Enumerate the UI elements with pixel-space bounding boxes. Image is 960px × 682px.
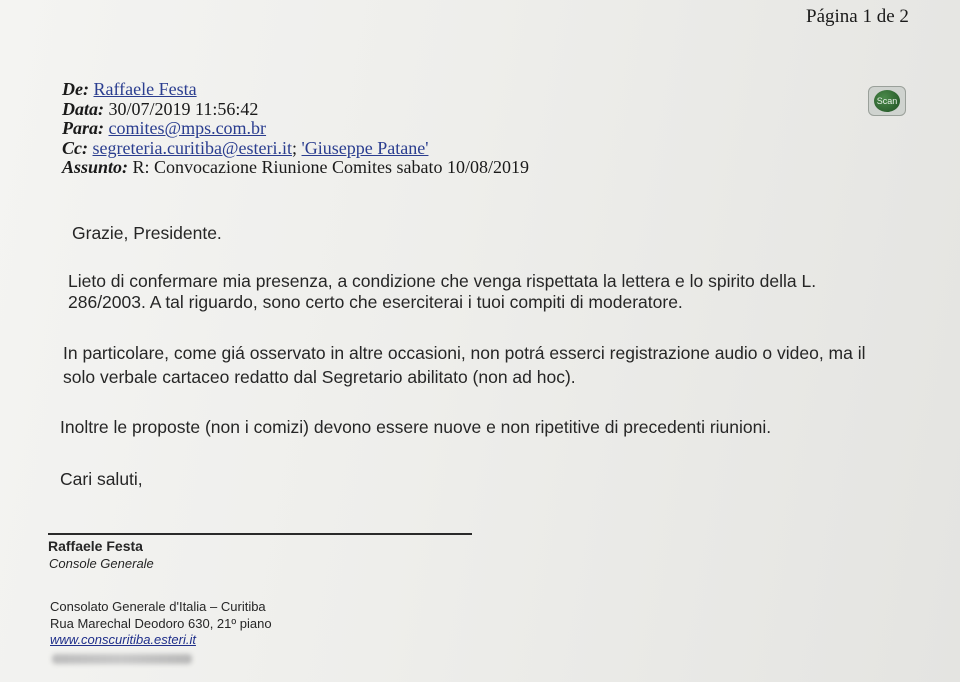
paragraph-2-line-2: solo verbale cartaceo redatto dal Segretario abilitato (non ad hoc). xyxy=(63,367,576,387)
to-label: Para: xyxy=(62,118,104,138)
page-number: Página 1 de 2 xyxy=(806,6,909,27)
cc-link-1[interactable]: segreteria.curitiba@esteri.it xyxy=(92,137,292,158)
cc-link-2[interactable]: 'Giuseppe Patane' xyxy=(301,137,429,158)
from-label: De: xyxy=(62,79,89,99)
signature-name: Raffaele Festa xyxy=(48,538,143,554)
paragraph-2-line-1: In particolare, come giá osservato in altre occasioni, non potrá esserci registrazione audio o video, ma il xyxy=(63,343,866,363)
closing: Cari saluti, xyxy=(60,469,143,489)
scan-icon: Scan xyxy=(874,90,900,112)
paragraph-1-line-1: Lieto di confermare mia presenza, a condizione che venga rispettata la lettera e lo spirito della L. xyxy=(68,271,817,291)
subject-label: Assunto: xyxy=(62,157,129,177)
signature-address-block xyxy=(50,599,272,649)
redacted-phone xyxy=(52,654,192,664)
paragraph-3: Inoltre le proposte (non i comizi) devono essere nuove e non ripetitive di precedenti riunioni. xyxy=(60,417,772,437)
signature-title: Console Generale xyxy=(49,556,154,571)
scan-button[interactable] xyxy=(868,86,906,116)
date-value: 30/07/2019 11:56:42 xyxy=(108,98,259,119)
to-row xyxy=(62,119,529,139)
subject-value: R: Convocazione Riunione Comites sabato 10/08/2019 xyxy=(132,157,530,177)
date-label: Data: xyxy=(62,98,104,119)
from-link[interactable]: Raffaele Festa xyxy=(93,79,197,99)
to-link[interactable]: comites@mps.com.br xyxy=(108,118,267,138)
signature-line xyxy=(48,533,472,535)
greeting: Grazie, Presidente. xyxy=(72,223,222,243)
cc-row xyxy=(62,139,529,159)
paragraph-1-line-2: 286/2003. A tal riguardo, sono certo che eserciterai i tuoi compiti di moderatore. xyxy=(68,292,683,312)
office-name: Consolato Generale d'Italia – Curitiba xyxy=(50,599,266,614)
date-row xyxy=(62,100,529,120)
subject-row xyxy=(62,158,529,178)
email-header xyxy=(62,80,529,178)
cc-separator: ; xyxy=(292,137,298,158)
cc-label: Cc: xyxy=(62,137,88,158)
office-address: Rua Marechal Deodoro 630, 21º piano xyxy=(50,615,272,631)
from-row xyxy=(62,80,529,100)
website-link[interactable]: www.conscuritiba.esteri.it xyxy=(50,632,196,647)
